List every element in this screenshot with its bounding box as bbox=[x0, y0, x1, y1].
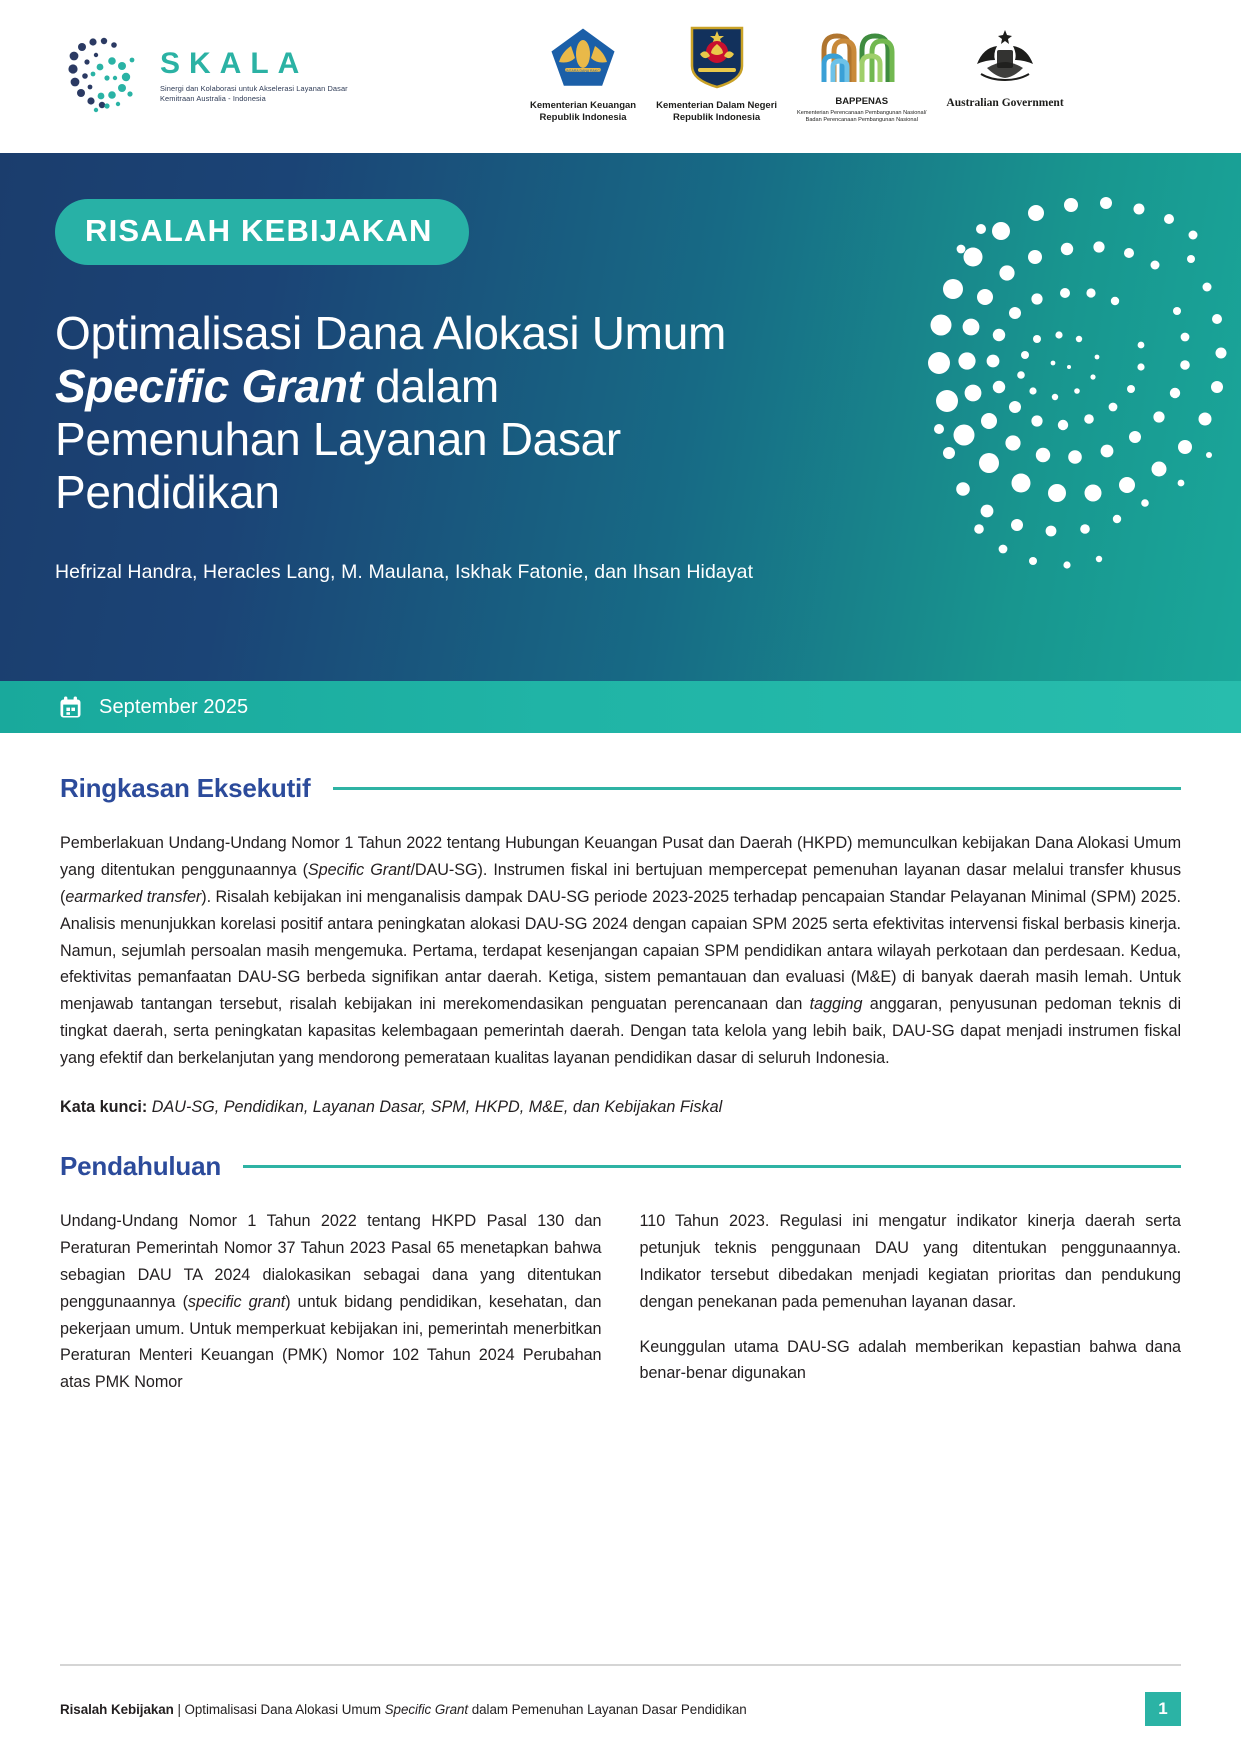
skala-tagline bbox=[160, 84, 348, 104]
partner-bappenas bbox=[797, 24, 926, 124]
caption-line-1: Kementerian Dalam Negeri bbox=[656, 100, 778, 111]
bappenas-logo-icon bbox=[816, 24, 908, 86]
subcaption-line-1: Kementerian Perencanaan Pembangunan Nasional/ bbox=[797, 110, 927, 117]
intro-left-a: Undang-Undang Nomor 1 Tahun 2022 tentang HKPD Pasal 130 dan Peraturan Pemerintah Nomor 37 Tahun 2023 Pasal 65 menetapkan bahwa sebagian DAU TA 2024 dialokasikan sebagai dana yang ditentukan penggunaannya ( bbox=[60, 1212, 602, 1311]
keywords-line bbox=[60, 1098, 1181, 1117]
intro-left-b: ) untuk bidang pendidikan, kesehatan, dan pekerjaan umum. Untuk memperkuat kebijakan ini, pemerintah menerbitkan Peraturan Menteri Keuangan (PMK) Nomor 102 Tahun 2024 Perubahan atas PMK Nomor bbox=[60, 1292, 602, 1392]
footer-title-part-1: Optimalisasi Dana Alokasi Umum bbox=[184, 1701, 385, 1717]
kemenkeu-emblem-icon bbox=[547, 24, 619, 90]
partner-australia-caption bbox=[946, 96, 1063, 111]
intro-right-paragraph-2: Keunggulan utama DAU-SG adalah memberikan kepastian bahwa dana benar-benar digunakan bbox=[639, 1337, 1181, 1383]
svg-text:NAGARA DANA RAKCA: NAGARA DANA RAKCA bbox=[564, 69, 603, 73]
intro-right-paragraph-1: 110 Tahun 2023. Regulasi ini mengatur indikator kinerja daerah serta petunjuk teknis penggunaan DAU yang ditentukan penggunaannya. Indikator tersebut dibedakan menjadi kegiatan prioritas dan pendukung dengan penekanan pada pemenuhan layanan dasar. bbox=[639, 1212, 1181, 1311]
caption-line-2: Republik Indonesia bbox=[673, 112, 761, 124]
heading-rule bbox=[243, 1165, 1181, 1168]
page-title-emphasis: Specific Grant bbox=[55, 359, 363, 412]
header-logo-bar bbox=[0, 0, 1241, 153]
skala-tagline-line2: Kemitraan Australia - Indonesia bbox=[160, 94, 266, 103]
partner-kemendagri-caption bbox=[656, 100, 777, 125]
two-column-body bbox=[60, 1208, 1181, 1414]
hero-banner bbox=[0, 153, 1241, 681]
publication-date: September 2025 bbox=[99, 695, 249, 718]
kemendagri-emblem-icon bbox=[686, 24, 748, 90]
intro-left-paragraph bbox=[60, 1208, 602, 1396]
heading-rule bbox=[333, 787, 1181, 790]
australian-coat-of-arms-icon bbox=[967, 24, 1043, 86]
column-right bbox=[640, 1208, 1182, 1414]
executive-summary-heading-row bbox=[60, 773, 1181, 804]
publication-date-bar bbox=[0, 681, 1241, 733]
partner-bappenas-subcaption bbox=[797, 110, 926, 124]
exec-em-tagging: tagging bbox=[809, 995, 863, 1014]
introduction-heading-row bbox=[60, 1151, 1181, 1182]
caption-line-1: BAPPENAS bbox=[835, 96, 889, 107]
executive-summary-paragraph bbox=[60, 830, 1181, 1072]
partner-kemendagri bbox=[656, 24, 777, 125]
footer-caption bbox=[60, 1702, 747, 1717]
intro-left-em: specific grant bbox=[187, 1292, 286, 1311]
page-title-part-1: Optimalisasi Dana Alokasi Umum bbox=[55, 307, 727, 359]
page-title-part-2: dalam Pemenuhan Layanan Dasar Pendidikan bbox=[55, 359, 621, 518]
calendar-icon bbox=[58, 695, 83, 720]
partner-australian-government bbox=[946, 24, 1063, 111]
exec-text-c: ). Risalah kebijakan ini menganalisis dampak DAU-SG periode 2023-2025 terhadap pencapaian Standar Pelayanan Minimal (SPM) 2025. Analisis menunjukkan korelasi positif antara peningkatan alokasi DAU-SG 2024 dengan capaian SPM 2025 serta efektivitas intervensi fiskal berbasis kinerja. Namun, sejumlah persoalan masih mengemuka. Pertama, terdapat kesenjangan capaian SPM pendidikan antara wilayah perkotaan dan perdesaan. Kedua, efektivitas pemanfaatan DAU-SG berbeda signifikan antar daerah. Ketiga, sistem pemantauan dan evaluasi (M&E) di banyak daerah masih lemah. Untuk menjawab tantangan tersebut, risalah kebijakan ini merekomendasikan penguatan perencanaan dan bbox=[60, 887, 1181, 1014]
partner-bappenas-caption bbox=[797, 96, 926, 108]
partner-kemenkeu bbox=[530, 24, 636, 125]
page-content bbox=[0, 733, 1241, 1414]
exec-text-a: Pemberlakuan Undang-Undang Nomor 1 Tahun 2022 tentang Hubungan Keuangan Pusat dan Daerah (HKPD) memunculkan kebijakan Dana Alokasi Umum yang ditentukan penggunaannya ( bbox=[60, 834, 1181, 879]
footer-separator: | bbox=[177, 1701, 181, 1717]
partner-logos bbox=[530, 24, 1064, 125]
footer-title-part-2: dalam Pemenuhan Layanan Dasar Pendidikan bbox=[468, 1701, 747, 1717]
page-title bbox=[55, 307, 735, 519]
footer-title-emphasis: Specific Grant bbox=[384, 1701, 469, 1717]
exec-text-d: anggaran, penyusunan pedoman teknis di tingkat daerah, serta peningkatan kapasitas kelembagaan pemerintah daerah. Dengan tata kelola yang lebih baik, DAU-SG dapat menjadi instrumen fiskal yang efektif dan berkelanjutan yang mendorong pemerataan kualitas layanan pendidikan dasar di seluruh Indonesia. bbox=[60, 995, 1181, 1068]
authors-line: Hefrizal Handra, Heracles Lang, M. Maulana, Iskhak Fatonie, dan Ihsan Hidayat bbox=[55, 560, 754, 583]
skala-tagline-line1: Sinergi dan Kolaborasi untuk Akselerasi Layanan Dasar bbox=[160, 84, 348, 94]
subcaption-line-2: Badan Perencanaan Pembangunan Nasional bbox=[805, 117, 918, 124]
exec-em-specific-grant: Specific Grant bbox=[307, 860, 411, 879]
hero-badge: RISALAH KEBIJAKAN bbox=[55, 199, 469, 265]
caption-line-1: Australian Government bbox=[946, 97, 1064, 109]
footer-label: Risalah Kebijakan bbox=[60, 1701, 174, 1717]
caption-line-2: Republik Indonesia bbox=[539, 112, 627, 124]
footer-divider bbox=[60, 1664, 1181, 1666]
introduction-section bbox=[60, 1151, 1181, 1414]
page-footer bbox=[0, 1664, 1241, 1754]
caption-line-1: Kementerian Keuangan bbox=[530, 100, 637, 111]
keywords-value: DAU-SG, Pendidikan, Layanan Dasar, SPM, HKPD, M&E, dan Kebijakan Fiskal bbox=[151, 1098, 723, 1117]
exec-em-earmarked-transfer: earmarked transfer bbox=[65, 887, 202, 906]
skala-wordmark: SKALA bbox=[160, 47, 309, 81]
column-left bbox=[60, 1208, 602, 1414]
introduction-heading: Pendahuluan bbox=[60, 1151, 222, 1182]
page-number-badge: 1 bbox=[1145, 1692, 1181, 1726]
skala-dots-mark bbox=[60, 34, 146, 120]
executive-summary-heading: Ringkasan Eksekutif bbox=[60, 773, 311, 803]
skala-logo bbox=[60, 34, 348, 120]
exec-text-b: /DAU-SG). Instrumen fiskal ini bertujuan mempercepat pemenuhan layanan dasar melalui transfer khusus ( bbox=[60, 860, 1181, 906]
partner-kemenkeu-caption bbox=[530, 100, 636, 125]
keywords-label: Kata kunci: bbox=[60, 1098, 148, 1117]
